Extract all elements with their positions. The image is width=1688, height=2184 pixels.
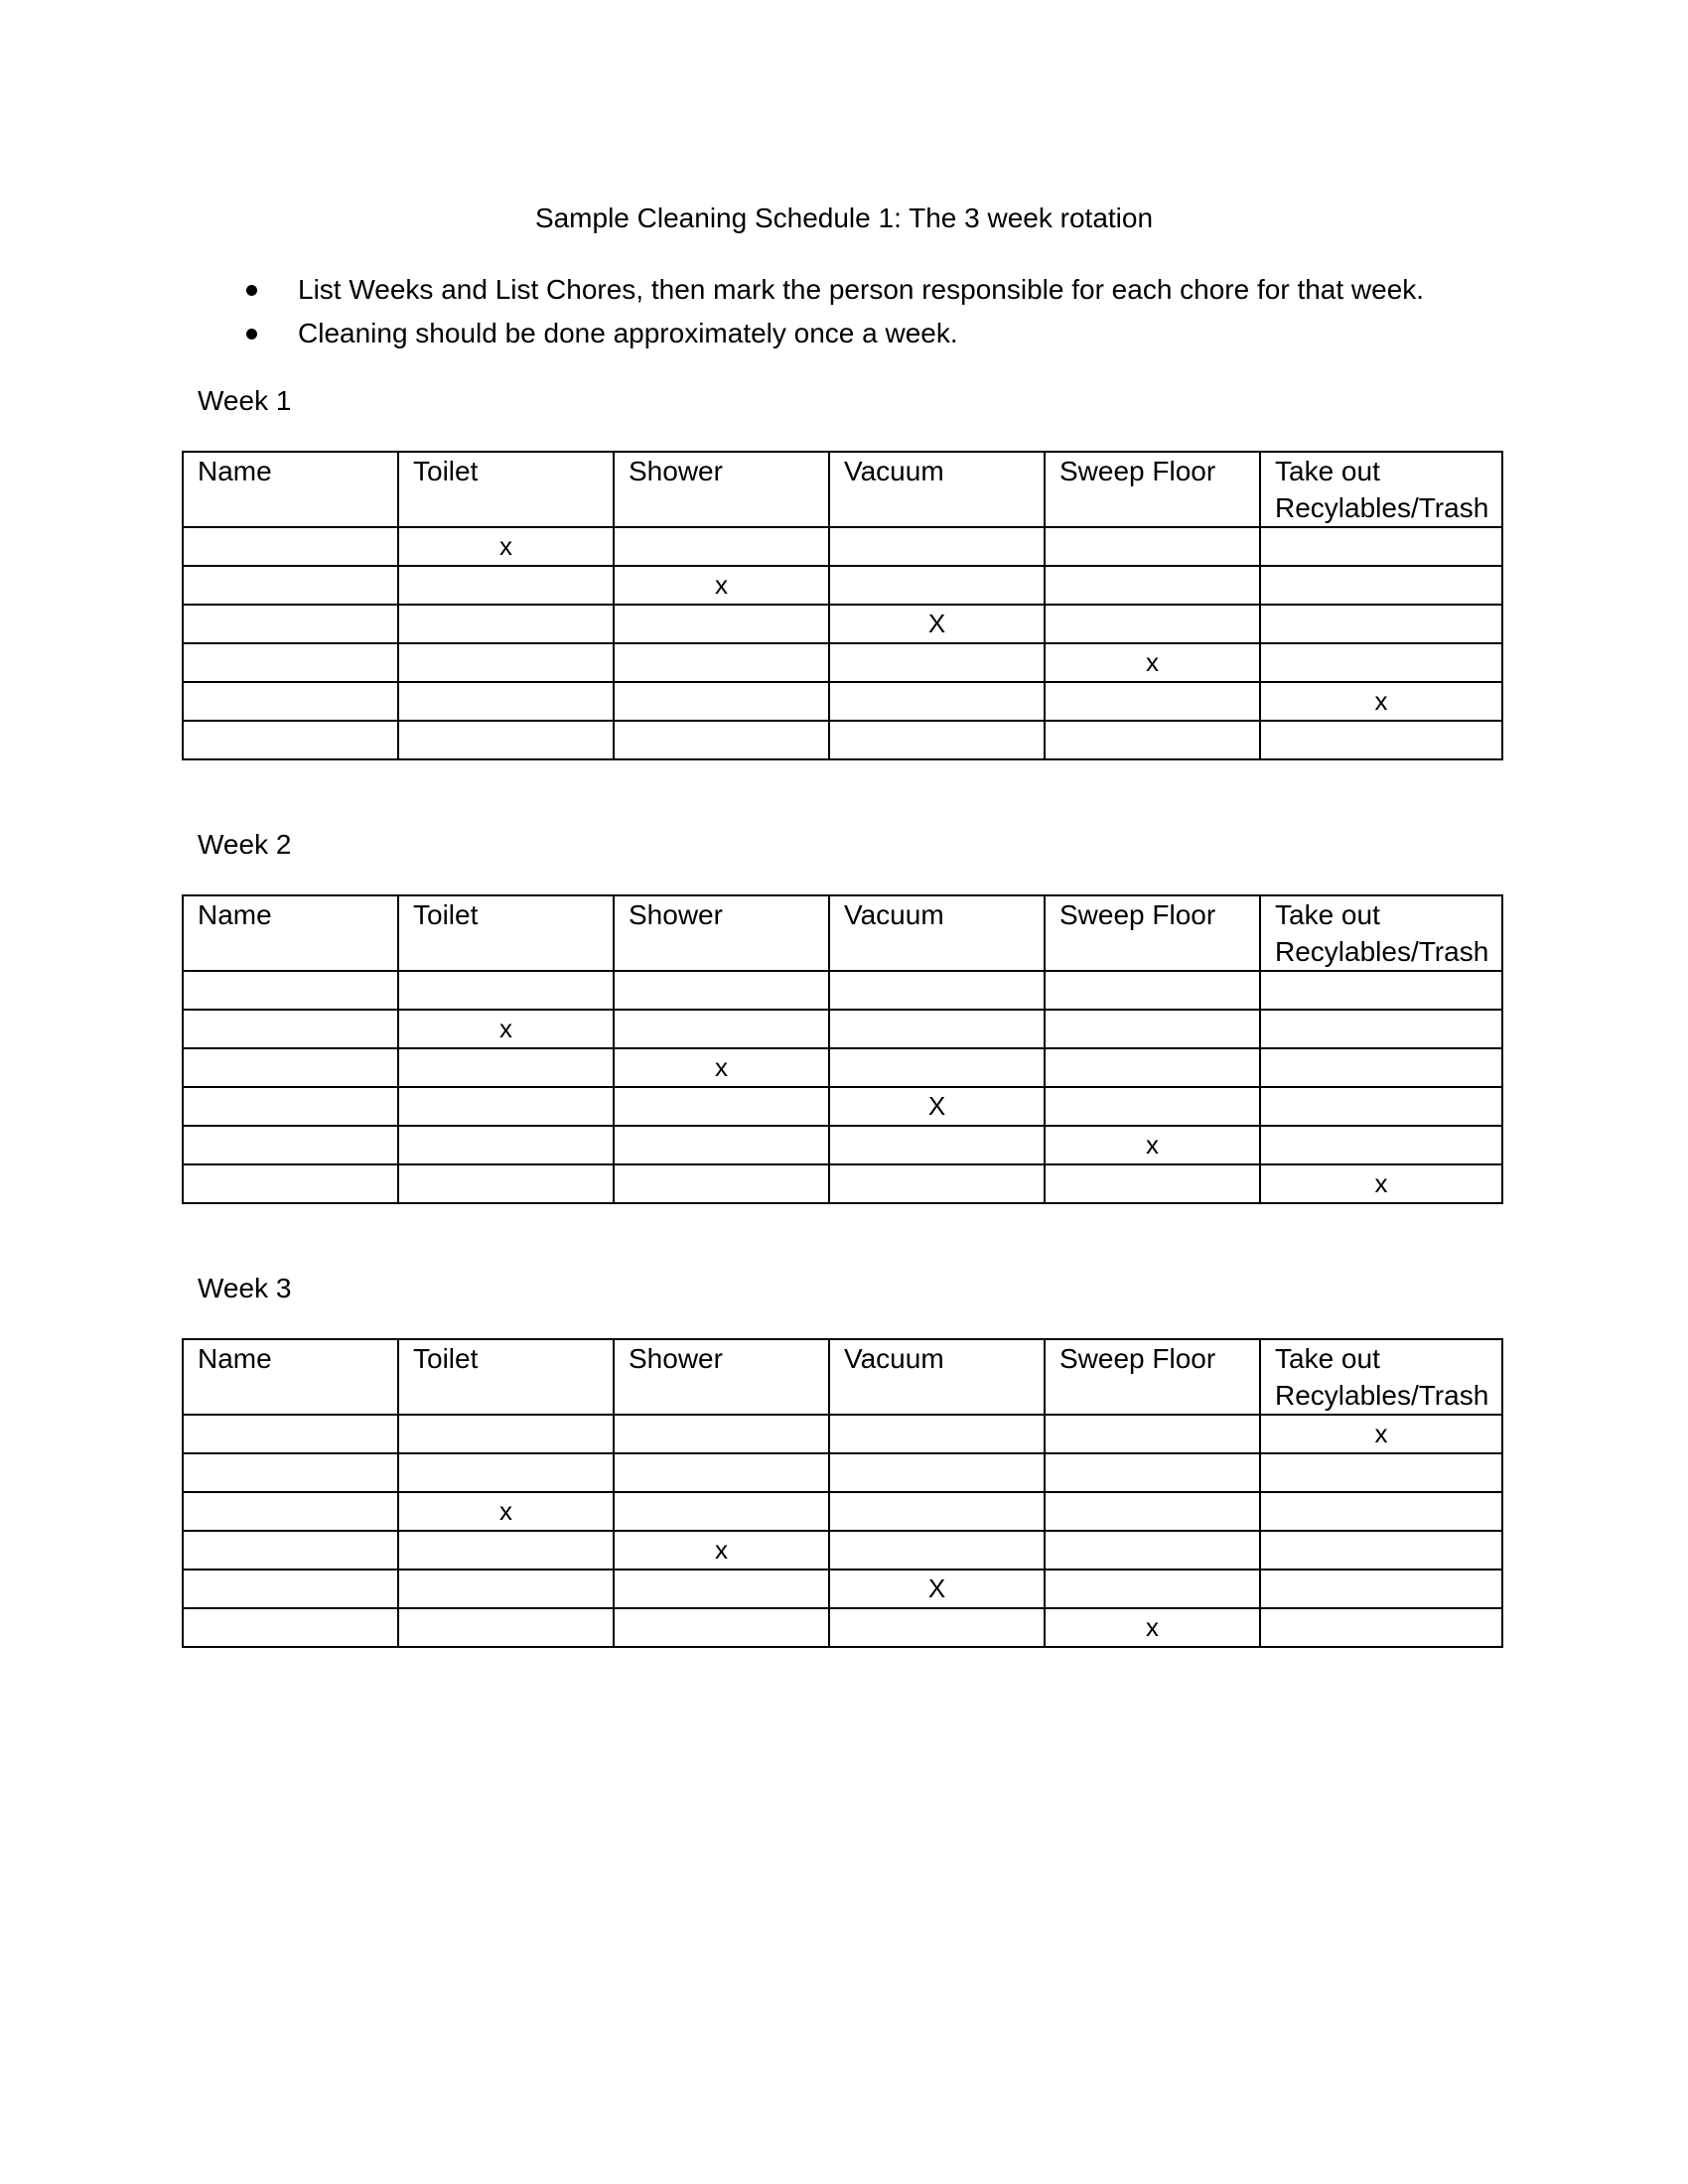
- table-cell: [1260, 566, 1502, 605]
- table-cell: [1260, 721, 1502, 759]
- column-header: Sweep Floor: [1045, 1339, 1260, 1415]
- name-cell: [183, 605, 398, 643]
- table-cell: [1260, 605, 1502, 643]
- column-header: Sweep Floor: [1045, 895, 1260, 971]
- table-cell: [614, 682, 829, 721]
- table-cell: [614, 1608, 829, 1647]
- table-cell: [1260, 1453, 1502, 1492]
- table-cell: x: [1045, 643, 1260, 682]
- table-cell: x: [1260, 1164, 1502, 1203]
- column-header: Sweep Floor: [1045, 452, 1260, 527]
- name-cell: [183, 1087, 398, 1126]
- table-cell: [1045, 1453, 1260, 1492]
- table-row: [183, 643, 1502, 682]
- table-cell: [829, 1453, 1045, 1492]
- table-row: [183, 1453, 1502, 1492]
- table-cell: [829, 1164, 1045, 1203]
- table-cell: [1045, 1492, 1260, 1531]
- table-cell: [398, 1608, 614, 1647]
- table-row: [183, 1492, 1502, 1531]
- week-label: Week 2: [198, 829, 292, 860]
- table-row: [183, 1087, 1502, 1126]
- table-cell: [1045, 1164, 1260, 1203]
- name-cell: [183, 1164, 398, 1203]
- table-cell: [829, 1492, 1045, 1531]
- week-label: Week 3: [198, 1273, 292, 1303]
- column-header: Toilet: [398, 895, 614, 971]
- table-cell: [1260, 1531, 1502, 1570]
- table-cell: [398, 1087, 614, 1126]
- table-cell: [1045, 1087, 1260, 1126]
- table-cell: [829, 1415, 1045, 1453]
- column-header: Name: [183, 1339, 398, 1415]
- table-cell: [1260, 1608, 1502, 1647]
- table-cell: [398, 682, 614, 721]
- column-header: Name: [183, 452, 398, 527]
- table-cell: [829, 971, 1045, 1010]
- table-cell: [1045, 1048, 1260, 1087]
- table-cell: [1045, 527, 1260, 566]
- table-cell: [1045, 1570, 1260, 1608]
- table-cell: [398, 1570, 614, 1608]
- table-cell: [1045, 1010, 1260, 1048]
- column-header: Take out Recylables/Trash: [1260, 1339, 1502, 1415]
- table-cell: [614, 1087, 829, 1126]
- name-cell: [183, 1126, 398, 1164]
- name-cell: [183, 1048, 398, 1087]
- table-row: [183, 605, 1502, 643]
- table-cell: [398, 1415, 614, 1453]
- table-row: [183, 1415, 1502, 1453]
- table-row: [183, 1010, 1502, 1048]
- page-title: Sample Cleaning Schedule 1: The 3 week rotation: [534, 203, 1154, 233]
- table-cell: [1260, 527, 1502, 566]
- table-cell: [1260, 643, 1502, 682]
- bullet-icon: [246, 285, 257, 296]
- table-cell: x: [1260, 682, 1502, 721]
- table-row: [183, 1608, 1502, 1647]
- table-cell: [614, 1126, 829, 1164]
- table-cell: [1260, 1087, 1502, 1126]
- table-cell: X: [829, 1570, 1045, 1608]
- table-cell: x: [398, 1010, 614, 1048]
- name-cell: [183, 566, 398, 605]
- table-cell: [1045, 605, 1260, 643]
- table-row: [183, 971, 1502, 1010]
- table-cell: [1045, 721, 1260, 759]
- name-cell: [183, 643, 398, 682]
- name-cell: [183, 1453, 398, 1492]
- table-cell: x: [1260, 1415, 1502, 1453]
- table-row: [183, 1531, 1502, 1570]
- name-cell: [183, 1531, 398, 1570]
- list-item: [238, 314, 1424, 357]
- table-cell: [829, 1010, 1045, 1048]
- week-label: Week 1: [198, 385, 292, 416]
- table-cell: [829, 1608, 1045, 1647]
- table-cell: x: [1045, 1126, 1260, 1164]
- table-cell: [829, 721, 1045, 759]
- name-cell: [183, 1608, 398, 1647]
- table-cell: [398, 566, 614, 605]
- column-header: Take out Recylables/Trash: [1260, 895, 1502, 971]
- column-header: Shower: [614, 1339, 829, 1415]
- instruction-text: List Weeks and List Chores, then mark the person responsible for each chore for that week.: [298, 274, 1425, 305]
- table-row: [183, 721, 1502, 759]
- table-cell: [1045, 1415, 1260, 1453]
- column-header: Shower: [614, 895, 829, 971]
- table-cell: [398, 1048, 614, 1087]
- table-row: [183, 1126, 1502, 1164]
- table-cell: [1045, 682, 1260, 721]
- table-cell: [829, 682, 1045, 721]
- table-cell: x: [398, 527, 614, 566]
- table-cell: [1045, 566, 1260, 605]
- table-cell: [1260, 1126, 1502, 1164]
- table-row: [183, 1570, 1502, 1608]
- table-cell: [614, 1415, 829, 1453]
- table-cell: [829, 643, 1045, 682]
- table-cell: [614, 971, 829, 1010]
- table-cell: [614, 1164, 829, 1203]
- table-cell: [829, 527, 1045, 566]
- table-cell: x: [1045, 1608, 1260, 1647]
- list-item: [238, 270, 1424, 314]
- table-cell: [398, 643, 614, 682]
- table-header-row: [183, 452, 1502, 527]
- table-cell: [1260, 1048, 1502, 1087]
- table-header-row: [183, 1339, 1502, 1415]
- table-cell: [398, 605, 614, 643]
- table-cell: [398, 1164, 614, 1203]
- table-cell: [614, 1453, 829, 1492]
- table-cell: x: [614, 566, 829, 605]
- table-cell: [614, 1570, 829, 1608]
- table-cell: [1260, 1010, 1502, 1048]
- table-cell: [614, 1010, 829, 1048]
- table-cell: [614, 721, 829, 759]
- week-3-table: [182, 1338, 1503, 1648]
- table-cell: [398, 971, 614, 1010]
- name-cell: [183, 1010, 398, 1048]
- bullet-icon: [246, 329, 257, 340]
- column-header: Vacuum: [829, 1339, 1045, 1415]
- table-cell: [1260, 1570, 1502, 1608]
- table-cell: [829, 1048, 1045, 1087]
- table-cell: [398, 721, 614, 759]
- table-cell: [1260, 971, 1502, 1010]
- column-header: Name: [183, 895, 398, 971]
- table-cell: x: [614, 1048, 829, 1087]
- column-header: Toilet: [398, 1339, 614, 1415]
- table-row: [183, 682, 1502, 721]
- name-cell: [183, 1415, 398, 1453]
- table-cell: [614, 527, 829, 566]
- table-cell: [614, 643, 829, 682]
- column-header: Take out Recylables/Trash: [1260, 452, 1502, 527]
- name-cell: [183, 971, 398, 1010]
- name-cell: [183, 527, 398, 566]
- instructions-list: [238, 270, 1424, 357]
- instruction-text: Cleaning should be done approximately once a week.: [298, 318, 958, 348]
- week-2-table: [182, 894, 1503, 1204]
- name-cell: [183, 721, 398, 759]
- table-row: [183, 1164, 1502, 1203]
- column-header: Vacuum: [829, 895, 1045, 971]
- table-cell: [829, 566, 1045, 605]
- table-row: [183, 1048, 1502, 1087]
- name-cell: [183, 682, 398, 721]
- table-cell: [398, 1453, 614, 1492]
- week-1-table: [182, 451, 1503, 760]
- name-cell: [183, 1570, 398, 1608]
- table-cell: [1045, 971, 1260, 1010]
- name-cell: [183, 1492, 398, 1531]
- table-cell: [614, 1492, 829, 1531]
- table-cell: [398, 1126, 614, 1164]
- table-cell: [1260, 1492, 1502, 1531]
- table-cell: x: [398, 1492, 614, 1531]
- table-cell: X: [829, 1087, 1045, 1126]
- table-row: [183, 566, 1502, 605]
- table-row: [183, 527, 1502, 566]
- column-header: Vacuum: [829, 452, 1045, 527]
- table-cell: X: [829, 605, 1045, 643]
- table-cell: [398, 1531, 614, 1570]
- column-header: Shower: [614, 452, 829, 527]
- table-cell: [614, 605, 829, 643]
- table-header-row: [183, 895, 1502, 971]
- table-cell: x: [614, 1531, 829, 1570]
- table-cell: [829, 1531, 1045, 1570]
- column-header: Toilet: [398, 452, 614, 527]
- table-cell: [1045, 1531, 1260, 1570]
- table-cell: [829, 1126, 1045, 1164]
